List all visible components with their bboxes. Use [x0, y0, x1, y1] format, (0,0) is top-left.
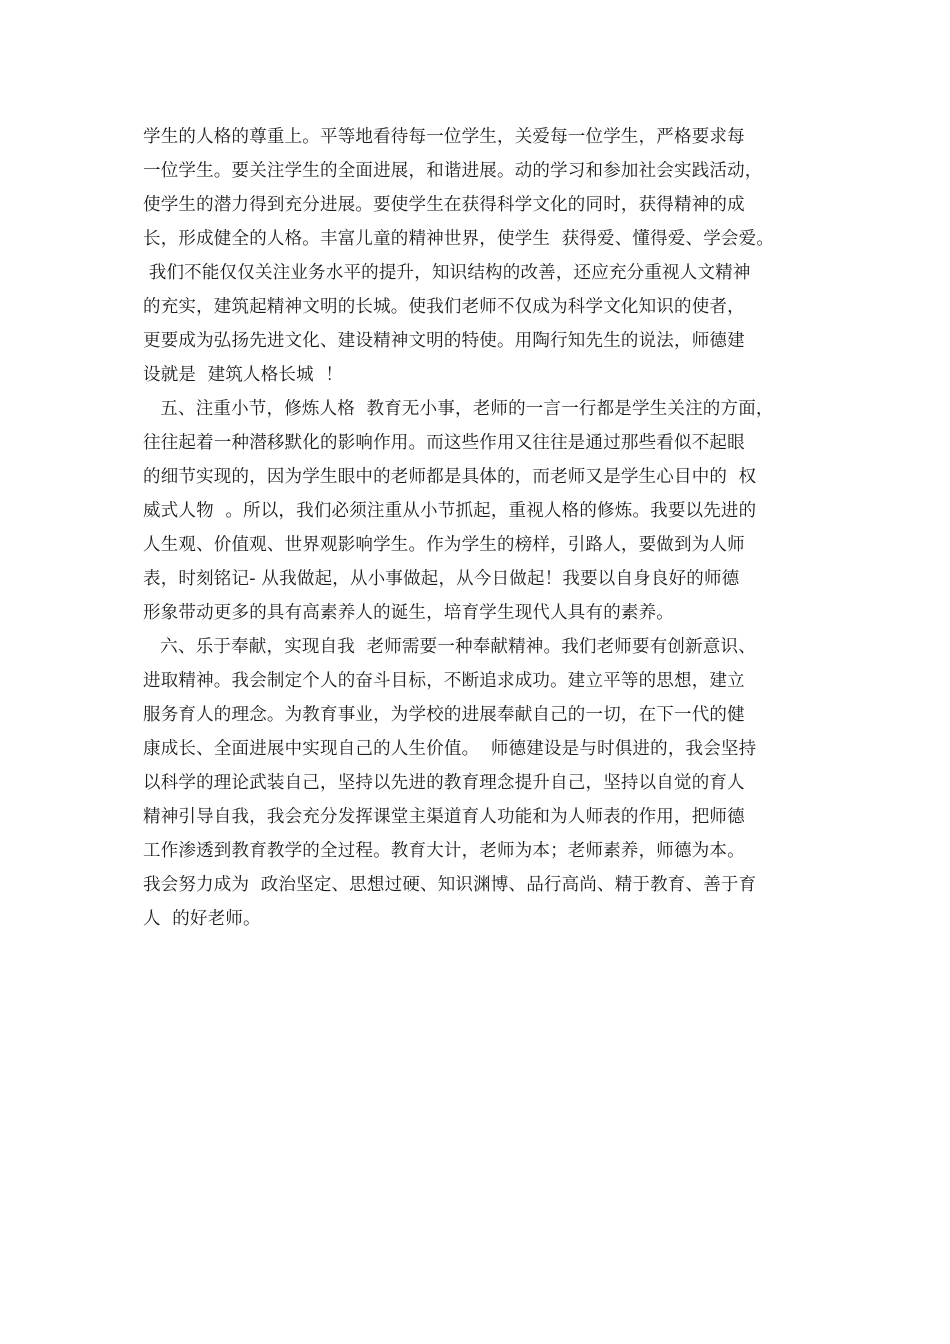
text-line: 形象带动更多的具有高素养人的诞生，培育学生现代人具有的素养。 — [143, 603, 674, 623]
text-line: 使学生的潜力得到充分进展。要使学生在获得科学文化的同时，获得精神的成 — [143, 195, 745, 215]
text-line: 的细节实现的，因为学生眼中的老师都是具体的，而老师又是学生心目中的 权 — [143, 467, 757, 487]
body-text — [143, 120, 843, 936]
text-line: 人 的好老师。 — [143, 909, 261, 929]
text-line: 我们不能仅仅关注业务水平的提升，知识结构的改善，还应充分重视人文精神 — [143, 263, 751, 283]
text-line: 工作渗透到教育教学的全过程。教育大计，老师为本；老师素养，师德为本。 — [143, 841, 745, 861]
text-line: 精神引导自我，我会充分发挥课堂主渠道育人功能和为人师表的作用，把师德 — [143, 807, 745, 827]
text-line: 服务育人的理念。为教育事业，为学校的进展奉献自己的一切，在下一代的健 — [143, 705, 745, 725]
text-line: 康成长、全面进展中实现自己的人生价值。 师德建设是与时俱进的，我会坚持 — [143, 739, 757, 759]
text-line: 人生观、价值观、世界观影响学生。作为学生的榜样，引路人，要做到为人师 — [143, 535, 745, 555]
text-line: 威式人物 。所以，我们必须注重从小节抓起，重视人格的修炼。我要以先进的 — [143, 501, 757, 521]
text-line: 表，时刻铭记- 从我做起，从小事做起，从今日做起！我要以自身良好的师德 — [143, 569, 740, 589]
section-five-heading-line: 五、注重小节，修炼人格 教育无小事，老师的一言一行都是学生关注的方面， — [143, 399, 774, 419]
text-line: 往往起着一种潜移默化的影响作用。而这些作用又往往是通过那些看似不起眼 — [143, 433, 745, 453]
text-line: 进取精神。我会制定个人的奋斗目标，不断追求成功。建立平等的思想，建立 — [143, 671, 745, 691]
text-line: 更要成为弘扬先进文化、建设精神文明的特使。用陶行知先生的说法，师德建 — [143, 331, 745, 351]
text-line: 设就是 建筑人格长城 ！ — [143, 365, 344, 385]
text-line: 我会努力成为 政治坚定、思想过硬、知识渊博、品行高尚、精于教育、善于育 — [143, 875, 757, 895]
text-line: 学生的人格的尊重上。平等地看待每一位学生，关爱每一位学生，严格要求每 — [143, 127, 745, 147]
text-line: 长，形成健全的人格。丰富儿童的精神世界，使学生 获得爱、懂得爱、学会爱。 — [143, 229, 775, 249]
text-line: 的充实，建筑起精神文明的长城。使我们老师不仅成为科学文化知识的使者， — [143, 297, 745, 317]
text-line: 以科学的理论武装自己，坚持以先进的教育理念提升自己，坚持以自觉的育人 — [143, 773, 745, 793]
section-six-heading-line: 六、乐于奉献，实现自我 老师需要一种奉献精神。我们老师要有创新意识、 — [143, 637, 756, 657]
text-line: 一位学生。要关注学生的全面进展，和谐进展。动的学习和参加社会实践活动， — [143, 161, 763, 181]
